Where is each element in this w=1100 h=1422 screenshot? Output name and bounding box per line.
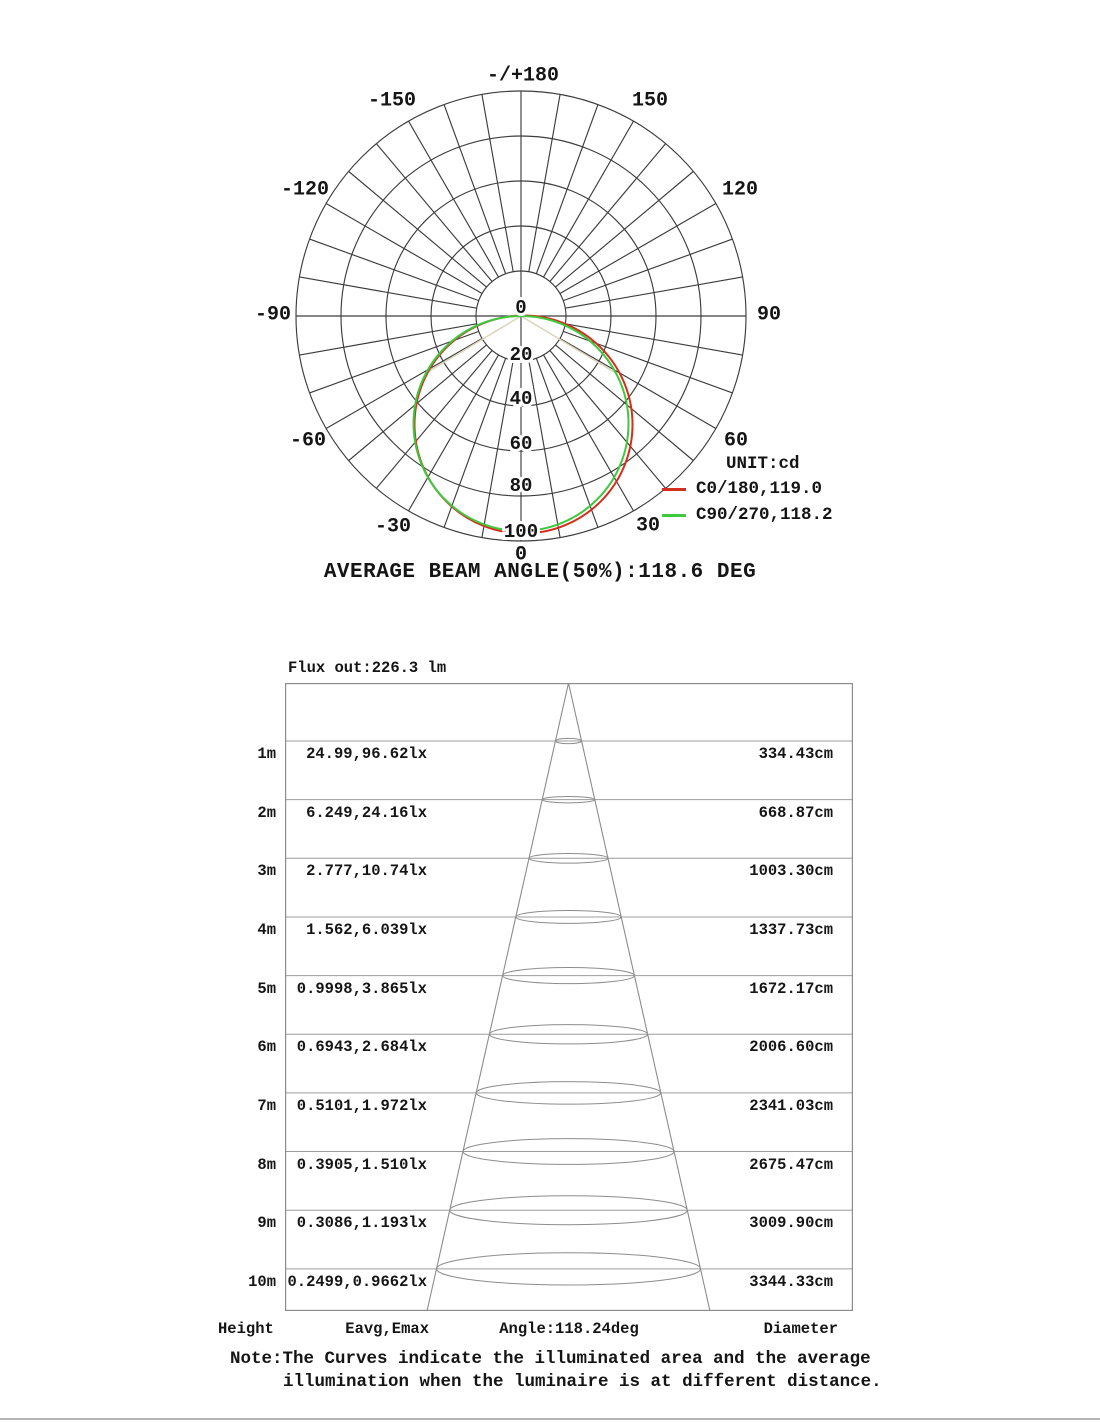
angle-label-180: -/+180 <box>486 64 560 88</box>
cone-row-eavg-emax-5m: 0.9998,3.865lx <box>296 979 427 998</box>
cone-row-height-6m: 6m <box>257 1038 276 1057</box>
radial-label-0: 0 <box>515 297 527 320</box>
cone-row-eavg-emax-6m: 0.6943,2.684lx <box>296 1038 427 1057</box>
note-text-line1: Note:The Curves indicate the illuminated area and the average <box>230 1349 871 1369</box>
note-text-line2: illumination when the luminaire is at different distance. <box>283 1372 882 1392</box>
column-header-diameter: Diameter <box>763 1320 838 1338</box>
radial-label-100: 100 <box>503 521 539 544</box>
legend-entry-c0 <box>662 476 833 502</box>
angle-label-120: -120 <box>280 178 330 202</box>
c90-line-swatch <box>662 514 686 517</box>
angle-label-90: -90 <box>254 303 292 327</box>
cone-row-diameter-1m: 334.43cm <box>758 745 833 763</box>
cone-row-eavg-emax-10m: 0.2499,0.9662lx <box>287 1272 427 1291</box>
angle-label-150: -150 <box>367 89 417 113</box>
angle-label-60: 60 <box>723 429 749 453</box>
radial-label-40: 40 <box>509 388 533 411</box>
cone-row-diameter-4m: 1337.73cm <box>749 920 833 939</box>
cone-row-diameter-8m: 2675.47cm <box>749 1155 833 1174</box>
cone-row-height-8m: 8m <box>257 1155 276 1174</box>
angle-label-90: 90 <box>756 303 782 327</box>
column-header-angle: Angle:118.24deg <box>499 1320 639 1338</box>
cone-row-eavg-emax-1m: 24.99,96.62lx <box>306 745 427 763</box>
cone-row-diameter-3m: 1003.30cm <box>749 862 833 881</box>
cone-row-diameter-9m: 3009.90cm <box>749 1214 833 1233</box>
angle-label-150: 150 <box>631 89 669 113</box>
cone-row-eavg-emax-7m: 0.5101,1.972lx <box>296 1096 427 1115</box>
radial-label-80: 80 <box>509 475 533 498</box>
radial-label-20: 20 <box>509 344 533 367</box>
cone-row-height-1m: 1m <box>257 745 276 763</box>
legend-entry-c90 <box>662 502 833 528</box>
flux-out-label: Flux out:226.3 lm <box>288 659 447 677</box>
page-bottom-rule <box>0 1418 1100 1420</box>
radial-label-60: 60 <box>509 433 533 456</box>
cone-row-diameter-10m: 3344.33cm <box>749 1272 833 1291</box>
cone-row-height-5m: 5m <box>257 979 276 998</box>
cone-row-diameter-7m: 2341.03cm <box>749 1096 833 1115</box>
cone-row-height-4m: 4m <box>257 920 276 939</box>
cone-edges <box>427 683 710 1311</box>
cone-row-height-3m: 3m <box>257 862 276 881</box>
unit-label: UNIT:cd <box>726 454 800 474</box>
cone-row-height-2m: 2m <box>257 803 276 822</box>
polar-legend <box>662 452 833 528</box>
column-header-height: Height <box>218 1320 274 1338</box>
cone-row-diameter-6m: 2006.60cm <box>749 1038 833 1057</box>
angle-label-60: -60 <box>289 429 327 453</box>
cone-row-diameter-5m: 1672.17cm <box>749 979 833 998</box>
cone-row-eavg-emax-2m: 6.249,24.16lx <box>306 803 427 822</box>
column-header-eavg-emax: Eavg,Emax <box>345 1320 429 1338</box>
angle-label-30: -30 <box>374 515 412 539</box>
average-beam-angle-caption: AVERAGE BEAM ANGLE(50%):118.6 DEG <box>323 561 757 584</box>
cone-row-height-7m: 7m <box>257 1096 276 1115</box>
cone-row-eavg-emax-4m: 1.562,6.039lx <box>306 920 427 939</box>
legend-label-c90: C90/270,118.2 <box>696 505 833 525</box>
cone-row-diameter-2m: 668.87cm <box>758 803 833 822</box>
legend-label-c0: C0/180,119.0 <box>696 479 823 499</box>
angle-label-120: 120 <box>721 178 759 202</box>
cone-row-eavg-emax-3m: 2.777,10.74lx <box>306 862 427 881</box>
c0-line-swatch <box>662 488 686 491</box>
angle-label-0: 0 <box>514 543 528 567</box>
angle-label-30: 30 <box>635 514 661 538</box>
cone-row-height-10m: 10m <box>248 1272 276 1291</box>
cone-row-eavg-emax-8m: 0.3905,1.510lx <box>296 1155 427 1174</box>
cone-row-eavg-emax-9m: 0.3086,1.193lx <box>296 1214 427 1233</box>
cone-row-height-9m: 9m <box>257 1214 276 1233</box>
